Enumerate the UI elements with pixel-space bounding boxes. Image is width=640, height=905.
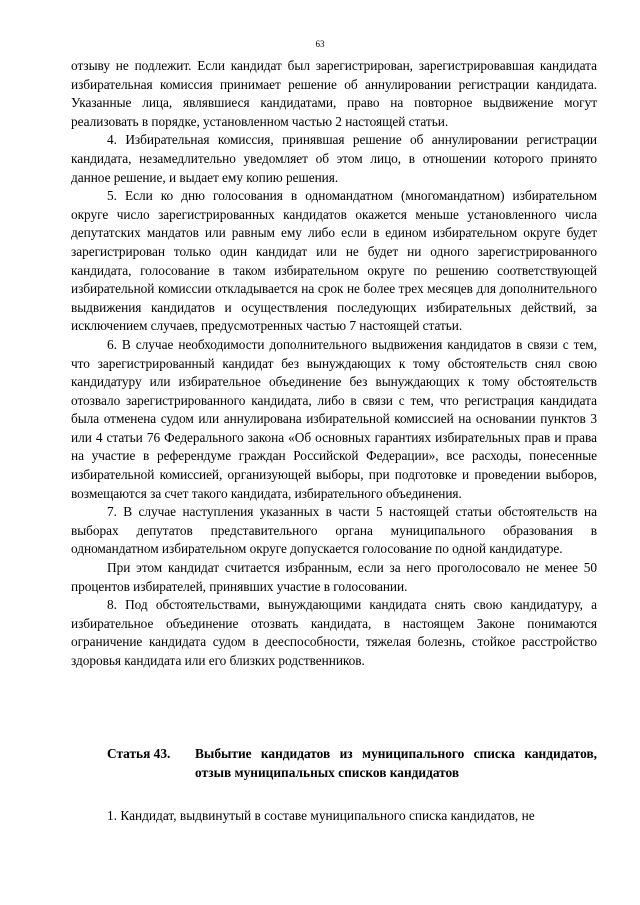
page-number: 63 [315,39,325,49]
paragraph: 6. В случае необходимости дополнительного выдвижения кандидатов в связи с тем, что зарегистрированный кандидат без вынуждающих к тому обстоятельств снял свою кандидатуру или избирательное объединение без вынуждающих к тому обстоятельств отозвало зарегистрированного кандидата, либо в связи с тем, что регистрация кандидата была отменена судом или аннулирована избирательной комиссией на основании пунктов 3 или 4 статьи 76 Федерального закона «Об основных гарантиях избирательных прав и права на участие в референдуме граждан Российской Федерации», все расходы, понесенные избирательной комиссией, организующей выборы, при подготовке и проведении выборов, возмещаются за счет такого кандидата, избирательного объединения. [71,336,597,501]
article-body [71,807,597,826]
paragraph: При этом кандидат считается избранным, если за него проголосовало не менее 50 процентов избирателей, принявших участие в голосовании. [71,560,597,594]
paragraph: 7. В случае наступления указанных в части 5 настоящей статьи обстоятельств на выборах депутатов представительного органа муниципального образования в одномандатном избирательном округе допускается голосование по одной кандидатуре. [71,504,597,557]
body-text [71,57,597,671]
paragraph: 5. Если ко дню голосования в одномандатном (многомандатном) избирательном округе число зарегистрированных кандидатов окажется меньше установленного числа депутатских мандатов или равным ему либо если в едином избирательном округе будет зарегистрирован только один кандидат или не будет ни одного зарегистрированного кандидата, голосование в таком избирательном округе по решению соответствующей избирательной комиссии откладывается на срок не более трех месяцев для дополнительного выдвижения кандидатов и осуществления последующих избирательных действий, за исключением случаев, предусмотренных частью 7 настоящей статьи. [71,188,597,334]
article-title: Выбытие кандидатов из муниципального списка кандидатов, отзыв муниципальных списков кандидатов [195,746,597,780]
article-number: Статья 43. [107,746,171,761]
paragraph: отзыву не подлежит. Если кандидат был зарегистрирован, зарегистрировавшая кандидата избирательная комиссия принимает решение об аннулировании регистрации кандидата. Указанные лица, являвшиеся кандидатами, право на повторное выдвижение могут реализовать в порядке, установленном частью 2 настоящей статьи. [71,58,597,129]
paragraph: 4. Избирательная комиссия, принявшая решение об аннулировании регистрации кандидата, незамедлительно уведомляет об этом лицо, в отношении которого принято данное решение, и выдает ему копию решения. [71,132,597,185]
paragraph: 8. Под обстоятельствами, вынуждающими кандидата снять свою кандидатуру, а избирательное объединение отозвать кандидата, в настоящем Законе понимаются ограничение кандидата судом в дееспособности, тяжелая болезнь, стойкое расстройство здоровья кандидата или его близких родственников. [71,597,597,668]
paragraph: 1. Кандидат, выдвинутый в составе муниципального списка кандидатов, не [107,808,535,823]
article-heading [107,745,597,782]
